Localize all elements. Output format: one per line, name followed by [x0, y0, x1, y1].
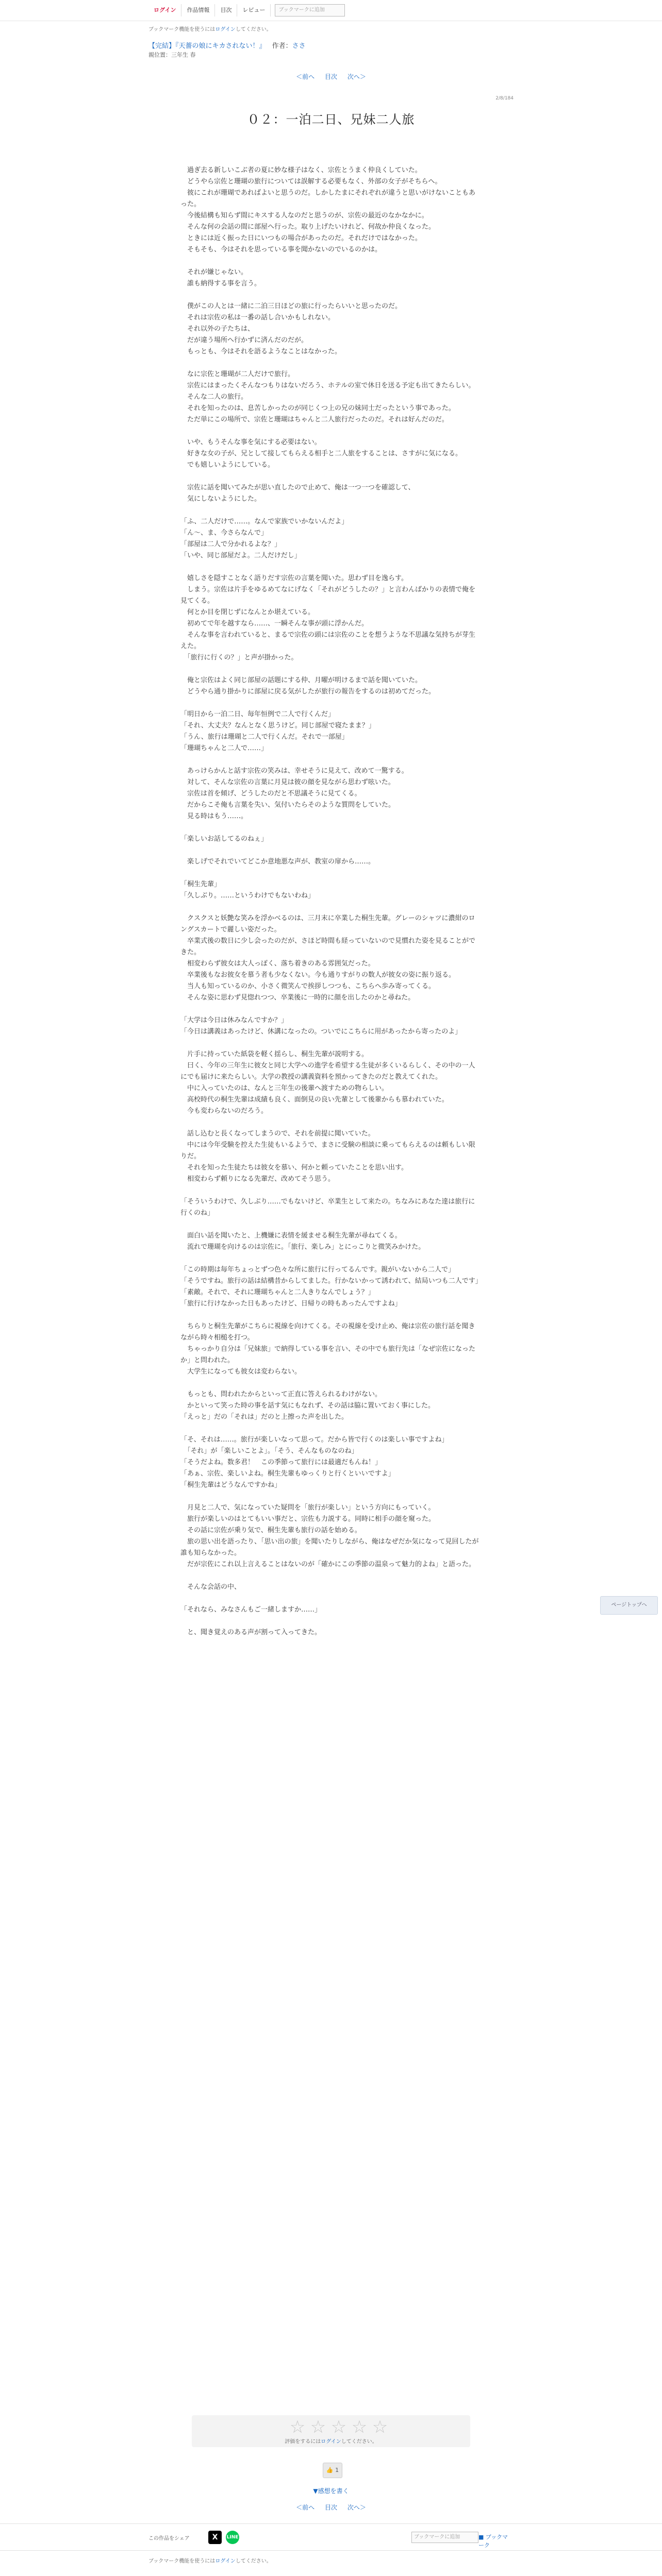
body-paragraph: しまう。宗佐は片手をゆるめてなにげなく「それがどうしたの？」と言わんばかりの表情で俺を見てくる。 — [180, 586, 476, 605]
page-top-button[interactable]: ページトップへ — [600, 1596, 658, 1615]
body-paragraph: それは宗佐の私は一番の話し合いかもしれない。 — [180, 314, 335, 321]
body-paragraph: 当人も知っているのか、小さく微笑んで挨拶しつつも、こちらへ歩み寄ってくる。 — [180, 982, 436, 990]
next-link[interactable]: 次へ＞ — [347, 73, 366, 80]
body-paragraph: 卒業後もなお彼女を慕う者も少なくない。今も通りすがりの数人が彼女の姿に振り返る。 — [180, 971, 456, 979]
nav-review[interactable]: レビュー — [237, 4, 271, 16]
body-paragraph: と、聞き覚えのある声が割って入ってきた。 — [180, 1629, 322, 1636]
paragraph-gap — [180, 290, 482, 301]
paragraph-gap — [180, 1423, 482, 1434]
body-paragraph: 「そうだよね。数多君！ この季節って旅行には最適だもんね！」 — [180, 1459, 382, 1466]
body-paragraph: 片手に持っていた紙袋を軽く揺らし、桐生先輩が説明する。 — [180, 1050, 369, 1058]
star-icon[interactable]: ☆ — [330, 2417, 347, 2437]
body-paragraph: もっとも、今はそれを語るようなことはなかった。 — [180, 348, 342, 355]
work-meta: 親位置：三年生 春 — [148, 52, 196, 58]
body-paragraph: 「楽しいお話してるのねぇ」 — [180, 835, 268, 843]
body-paragraph: 「部屋は二人で分かれるよな？」 — [180, 540, 282, 548]
body-paragraph: 「桐生先輩」 — [180, 880, 221, 888]
body-paragraph: 今後結構も知らず間にキスする人なのだと思うのが、宗佐の最近のなかなかに。 — [180, 212, 428, 219]
bookmark-label: ブックマーク — [478, 2534, 508, 2549]
body-paragraph: 「ん～、ま、今さらなんで」 — [180, 529, 268, 537]
paragraph-gap — [180, 505, 482, 516]
body-paragraph: そんな会話の中、 — [180, 1583, 241, 1591]
body-paragraph: 相変わらず頼りになる先輩だ、改めてそう思う。 — [180, 1175, 335, 1183]
notice-text: ブックマーク機能を使うには — [148, 2558, 216, 2564]
star-icon[interactable]: ☆ — [351, 2417, 368, 2437]
body-paragraph: 流れで珊瑚を向けるのは宗佐に。「旅行、楽しみ」とにっこりと微笑みかけた。 — [180, 1243, 425, 1251]
body-paragraph: 過ぎ去る新しいこぶ者の夏に妙な様子はなく、宗佐とうまく仲良くしていた。 — [180, 166, 422, 174]
body-paragraph: 「桐生先輩はどうなんですかね」 — [180, 1481, 282, 1489]
body-paragraph: 宗佐に話を聞いてみたが思い直したので止めて、俺は一つ一つを確認して、 — [180, 484, 415, 492]
body-paragraph: そんな事を言われていると、まるで宗佐の頭には宗佐のことを想うような不思議な気持ちが芽生えた。 — [180, 631, 475, 650]
body-paragraph: 大学生になっても彼女は変わらない。 — [180, 1368, 302, 1376]
star-icon[interactable]: ☆ — [310, 2417, 326, 2437]
toc-link[interactable]: 目次 — [324, 73, 337, 80]
body-paragraph: それが嫌じゃない。 — [180, 268, 248, 276]
body-paragraph: 「ふ、二人だけで……。なんで家族でいかないんだよ」 — [180, 518, 349, 526]
body-paragraph: 「そうですね。旅行の話は結構昔からしてました。行かないかって誘われて、結局いつも二人です」 — [180, 1277, 482, 1285]
paragraph-gap — [180, 358, 482, 369]
login-link[interactable]: ログイン — [148, 4, 181, 16]
body-paragraph: 「旅行に行けなかった日もあったけど、日帰りの時もあったんですよね」 — [180, 1300, 402, 1308]
body-paragraph: 見る時はもう……。 — [180, 812, 248, 820]
paragraph-gap — [180, 1593, 482, 1604]
body-paragraph: 「うん、旅行は珊瑚と二人で行くんだ。それで一部屋」 — [180, 733, 349, 741]
body-paragraph: そもそも、今はそれを思っている事を聞かないのでいるのかは。 — [180, 246, 382, 253]
body-paragraph: その話に宗佐が乗り気で、桐生先輩も旅行の話を始める。 — [180, 1527, 361, 1534]
bookmark-login-notice-bottom — [148, 2556, 514, 2564]
divider — [0, 2550, 662, 2551]
body-paragraph: 「それなら、みなさんもご一緒しますか……」 — [180, 1606, 322, 1614]
body-paragraph: クスクスと妖艶な笑みを浮かべるのは、三月末に卒業した桐生先輩。グレーのシャツに濃紺のロングスカートで麗しい姿だった。 — [180, 914, 475, 934]
star-icon[interactable]: ☆ — [289, 2417, 306, 2437]
body-paragraph: 「そういうわけで、久しぶり……でもないけど、卒業生として来たの。ちなみにあなた達は旅行に行くのね」 — [180, 1198, 475, 1217]
body-paragraph: ときには近く振った日にいつもの場合があったのだ。それだけではなかった。 — [180, 234, 422, 242]
line-share-icon[interactable]: LINE — [226, 2531, 239, 2544]
body-paragraph: だからこそ俺も言葉を失い、気付いたらそのような質問をしていた。 — [180, 801, 395, 809]
write-impression-link[interactable]: ▼感想を書く — [313, 2487, 349, 2495]
paragraph-gap — [180, 1310, 482, 1321]
body-paragraph: 誰も納得する事を言う。 — [180, 280, 261, 287]
paragraph-gap — [180, 1185, 482, 1196]
novel-body — [180, 165, 482, 1638]
body-paragraph: 彼にこれが珊瑚であればよいと思うのだ。しかしたまにそれぞれが違うと思いがけないこともあった。 — [180, 189, 476, 208]
paragraph-gap — [180, 1378, 482, 1389]
author-label: 作者： — [272, 42, 292, 50]
body-paragraph: 相変わらず彼女は大人っぽく、落ち着きのある雰囲気だった。 — [180, 960, 375, 968]
notice-text-end: してください。 — [235, 27, 272, 32]
body-paragraph: 「大学は今日は休みなんですか？」 — [180, 1016, 288, 1024]
rating-note-text: 評価をするには — [285, 2439, 321, 2445]
share-row — [148, 2530, 514, 2549]
body-paragraph: 「それ、大丈夫？なんとなく思うけど。同じ部屋で寝たまま？」 — [180, 722, 375, 730]
body-paragraph: だが宗佐にこれ以上言えることはないのが「確かにこの季節の温泉って魅力的よね」と語った。 — [180, 1561, 476, 1568]
body-paragraph: ちらりと桐生先輩がこちらに視線を向けてくる。その視線を受け止め、俺は宗佐の旅行話を聞きながら時々相槌を打つ。 — [180, 1323, 475, 1342]
star-icon[interactable]: ☆ — [372, 2417, 388, 2437]
body-paragraph: それを知った生徒たちは彼女を慕い、何かと頼っていたことを思い出す。 — [180, 1164, 408, 1172]
notice-text: ブックマーク機能を使うには — [148, 27, 216, 32]
body-paragraph: 宗佐は首を傾げ、どうしたのだと不思議そうに見てくる。 — [180, 790, 361, 798]
body-paragraph: 中に入っていたのは、なんと三年生の後輩へ渡すための物らしい。 — [180, 1084, 389, 1092]
body-paragraph: それを知ったのは、息苦しかったのが同じくつ上の兄の妹同士だったという事であった。 — [180, 404, 455, 412]
body-paragraph: 宗佐にはまったくそんなつもりはないだろう、ホテルの室で休日を送る予定も出てきたらしい。 — [180, 382, 475, 389]
paragraph-gap — [180, 1253, 482, 1264]
body-paragraph: 気にしないようにした。 — [180, 495, 261, 503]
prev-link[interactable]: ＜前へ — [296, 2504, 315, 2511]
toc-link[interactable]: 目次 — [324, 2504, 337, 2511]
body-paragraph: ちゃっかり自分は「兄妹旅」で納得している事を言い、その中でも旅行先は「なぜ宗佐になったか」と問われた。 — [180, 1345, 476, 1364]
body-paragraph: 「珊瑚ちゃんと二人で……」 — [180, 744, 268, 752]
paragraph-gap — [180, 1570, 482, 1582]
share-label: この作品をシェア — [148, 2536, 190, 2541]
rating-login-link[interactable]: ログイン — [321, 2439, 341, 2445]
author-link[interactable]: ささ — [292, 42, 306, 50]
body-paragraph: 「久しぶり。……というわけでもないわね」 — [180, 892, 315, 900]
body-paragraph: そんな姿に思わず見惚れつつ、卒業後に一時的に顔を出したのかと尋ねた。 — [180, 994, 415, 1002]
body-paragraph: ただ単にこの場所で、宗佐と珊瑚はちゃんと二人旅行だったのだ。それは好んだのだ。 — [180, 416, 449, 423]
paragraph-gap — [180, 256, 482, 267]
header-nav — [148, 4, 345, 16]
body-paragraph: 初めてで年を越すなら……、一瞬そんな事が頭に浮かんだ。 — [180, 620, 369, 628]
bookmark-add-box[interactable]: ブックマークに追加 — [411, 2532, 478, 2543]
work-header — [148, 40, 514, 50]
body-paragraph: もっとも、問われたからといって正直に答えられるわけがない。 — [180, 1391, 382, 1398]
paragraph-gap — [180, 664, 482, 675]
chapter-number: 2/8/184 — [495, 96, 514, 101]
body-paragraph: だが違う場所へ行かずに済んだのだが。 — [180, 336, 308, 344]
body-paragraph: 卒業式後の数日に少し会ったのだが、さほど時間も経っていないので見慣れた姿を見ることができた。 — [180, 937, 476, 956]
body-paragraph: そんな何の会話の間に部屋へ行った。取り上げたいけれど、何故か仲良くなった。 — [180, 223, 436, 231]
rating-stars — [289, 2418, 389, 2436]
paragraph-gap — [180, 1004, 482, 1015]
paragraph-gap — [180, 754, 482, 766]
paragraph-gap — [180, 1038, 482, 1049]
paragraph-gap — [180, 426, 482, 437]
chapter-title: ０２：一泊二日、兄妹二人旅 — [247, 112, 415, 127]
body-paragraph: 「明日から一泊二日、毎年恒例で二人で行くんだ」 — [180, 710, 335, 718]
body-paragraph: そんな二人の旅行。 — [180, 393, 248, 401]
body-paragraph: 「あぁ、宗佐、楽しいよね。桐生先輩もゆっくりと行くといいですよ」 — [180, 1470, 395, 1478]
rating-box — [192, 2415, 470, 2447]
body-paragraph: 何とか目を閉じずになんとか堪えている。 — [180, 608, 315, 616]
bookmark-button[interactable]: ■ ブックマーク — [478, 2534, 508, 2549]
rating-note — [192, 2437, 470, 2445]
body-paragraph: 「この時期は毎年ちょっとずつ色々な所に旅行に行ってるんです。親がいないから二人で」 — [180, 1266, 455, 1274]
body-paragraph: 曰く、今年の三年生に彼女と同じ大学への進学を希望する生徒が多くいるらしく、その中の一人にでも届けに来たらしい。大学の教授の講義資料を預かってきたのだと教えてくれた。 — [180, 1062, 475, 1081]
paragraph-gap — [180, 562, 482, 573]
body-paragraph: 対して、そんな宗佐の言葉に月見は彼の顔を見ながら思わず呟いた。 — [180, 778, 395, 786]
paragraph-gap — [180, 902, 482, 913]
body-paragraph: 好きな女の子が、兄として接してもらえる相手と二人旅をすることは、さすがに気になる。 — [180, 450, 462, 457]
prev-link[interactable]: ＜前へ — [296, 73, 315, 80]
pager-top — [148, 72, 514, 81]
body-paragraph: 高校時代の桐生先輩は成績も良く、面倒見の良い先輩として後輩からも慕われていた。 — [180, 1096, 449, 1104]
notice-login-link[interactable]: ログイン — [215, 2558, 236, 2564]
nav-work-info[interactable]: 作品情報 — [181, 4, 215, 16]
paragraph-gap — [180, 1219, 482, 1230]
rating-note-end: してください。 — [341, 2439, 377, 2445]
like-count: 1 — [335, 2467, 339, 2473]
body-paragraph: 月見と二人で、気になっていた疑問を「旅行が楽しい」という方向にもっていく。 — [180, 1504, 435, 1512]
paragraph-gap — [180, 1491, 482, 1502]
body-paragraph: 「今日は講義はあったけど、休講になったの。ついでにこちらに用があったから寄ったのよ」 — [180, 1028, 462, 1036]
body-paragraph: なに宗佐と珊瑚が二人だけで旅行。 — [180, 370, 295, 378]
body-paragraph: かといって笑った時の事を話す気にもなれず、その話は脇に置いておく事にした。 — [180, 1402, 435, 1410]
body-paragraph: 中には今年受験を控えた生徒もいるようで、まさに受験の相談に乗ってもらえるのは頼もしい限りだ。 — [180, 1141, 475, 1160]
notice-login-link[interactable]: ログイン — [215, 27, 236, 32]
notice-text-end: してください。 — [235, 2558, 272, 2564]
paragraph-gap — [180, 868, 482, 879]
body-paragraph: 「素敵。それで、それに珊瑚ちゃんと二人きりなんでしょう？」 — [180, 1289, 375, 1296]
body-paragraph: 嬉しさを隠すことなく語りだす宗佐の言葉を聞いた。思わず目を逸らす。 — [180, 574, 408, 582]
body-paragraph: 話し込むと長くなってしまうので、それを前提に聞いていた。 — [180, 1130, 375, 1138]
site-header — [0, 0, 662, 21]
next-link[interactable]: 次へ＞ — [347, 2504, 366, 2511]
body-paragraph: 「そ、それは……。旅行が楽しいなって思って。だから皆で行くのは楽しい事ですよね」 — [180, 1436, 449, 1444]
paragraph-gap — [180, 1616, 482, 1627]
body-paragraph: どうやら宗佐と珊瑚の旅行については誤解する必要もなく、外部の女子がそちらへ。 — [180, 178, 442, 185]
thumbs-up-icon: 👍 — [326, 2467, 334, 2473]
body-paragraph: あっけらかんと話す宗佐の笑みは、幸せそうに見えて、改めて一驚する。 — [180, 767, 408, 775]
bookmark-login-notice — [148, 25, 514, 32]
body-paragraph: 「いや、同じ部屋だよ。二人だけだし」 — [180, 552, 301, 560]
body-paragraph: でも嬉しいようにしている。 — [180, 461, 275, 469]
like-button[interactable] — [323, 2463, 342, 2478]
body-paragraph: 旅行が楽しいのはとてもいい事だと、宗佐も力説する。同時に相手の顔を窺った。 — [180, 1515, 436, 1523]
divider — [0, 2523, 662, 2524]
bookmark-add-box[interactable]: ブックマークに追加 — [275, 4, 345, 16]
body-paragraph: 僕がこの人とは一緒に二泊三日ほどの旅に行ったらいいと思ったのだ。 — [180, 302, 402, 310]
body-paragraph: いや、もうそんな事を気にする必要はない。 — [180, 438, 321, 446]
x-share-icon[interactable]: X — [208, 2531, 222, 2544]
body-paragraph: 旅の思い出を語ったり、「思い出の旅」を聞いたりしながら、俺はなぜだか気になって見回したが誰も知らなかった。 — [180, 1538, 479, 1557]
body-paragraph: 面白い話を聞いたと、上機嫌に表情を緩ませる桐生先輩が尋ねてくる。 — [180, 1232, 402, 1240]
body-paragraph: 「旅行に行くの？」と声が掛かった。 — [180, 654, 298, 662]
paragraph-gap — [180, 822, 482, 834]
body-paragraph: 「それ」が「楽しいことよ」。「そう、そんなものなのね」 — [180, 1447, 358, 1455]
work-title-link[interactable]: 【完結】『天薔の娘にキカされない！』 — [148, 42, 266, 50]
nav-toc[interactable]: 目次 — [215, 4, 237, 16]
paragraph-gap — [180, 698, 482, 709]
paragraph-gap — [180, 845, 482, 856]
pager-bottom — [148, 2503, 514, 2512]
body-paragraph: 「えっと」だの「それは」だのと上擦った声を出した。 — [180, 1413, 349, 1421]
body-paragraph: 今も変わらないのだろう。 — [180, 1107, 268, 1115]
paragraph-gap — [180, 471, 482, 482]
body-paragraph: どうやら通り掛かりに部屋に戻る気がしたが旅行の報告をするのは初めてだった。 — [180, 688, 436, 696]
body-paragraph: それ以外の子たちは、 — [180, 325, 255, 333]
body-paragraph: 俺と宗佐はよく同じ部屋の話題にする仲、月曜が明けるまで話を聞いていた。 — [180, 676, 422, 684]
paragraph-gap — [180, 1117, 482, 1128]
body-paragraph: 楽しげでそれでいてどこか意地悪な声が、教室の扉から……。 — [180, 858, 375, 866]
